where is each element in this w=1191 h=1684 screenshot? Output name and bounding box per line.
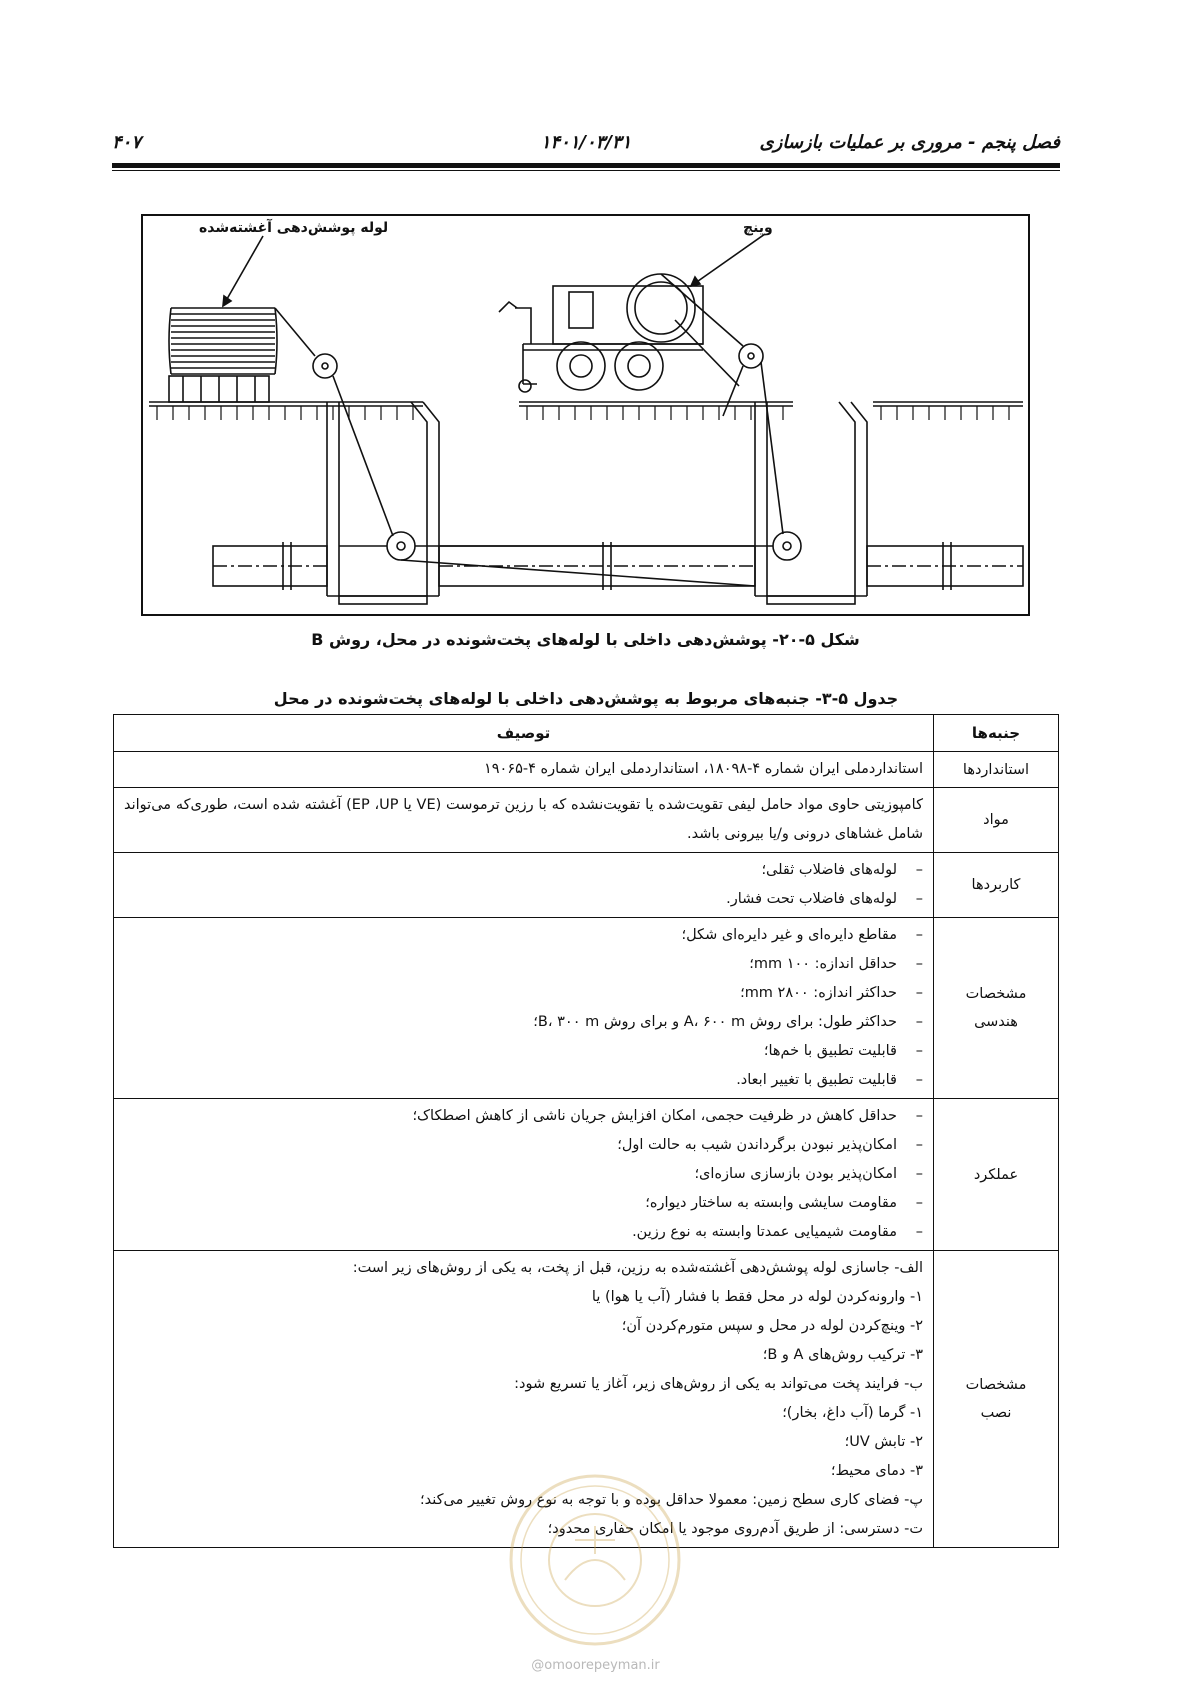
- list-item: – امکان‌پذیر بودن بازسازی سازه‌ای؛: [124, 1160, 923, 1189]
- header-rule-thin: [112, 170, 1060, 171]
- table-row: [114, 918, 1059, 1099]
- label-winch: وینچ: [743, 220, 773, 236]
- list-item-text: مقاومت شیمیایی عمدتا وابسته به نوع رزین.: [632, 1224, 897, 1240]
- table-row: [114, 853, 1059, 918]
- aspect-geometry: [934, 918, 1059, 1099]
- aspect-installation: [934, 1251, 1059, 1548]
- installation-diagram: [143, 216, 1032, 618]
- list-item-text: مقاومت سایشی وابسته به ساختار دیواره؛: [645, 1195, 897, 1211]
- list-item-text: قابلیت تطبیق با خم‌ها؛: [763, 1043, 897, 1059]
- list-item: – حداقل اندازه: ۱۰۰ mm؛: [124, 950, 923, 979]
- list-item-text: حداقل اندازه: ۱۰۰ mm؛: [749, 956, 897, 972]
- installation-line: ۱- گرما (آب داغ، بخار)؛: [782, 1405, 923, 1421]
- installation-line: پ- فضای کاری سطح زمین: معمولا حداقل بوده و با توجه به نوع روش تغییر می‌کند؛: [420, 1492, 923, 1508]
- installation-line: ب- فرایند پخت می‌تواند به یکی از روش‌های زیر، آغاز یا تسریع شود:: [514, 1376, 923, 1392]
- list-item-text: مقاطع دایره‌ای و غیر دایره‌ای شکل؛: [681, 927, 897, 943]
- list-item: – قابلیت تطبیق با خم‌ها؛: [124, 1037, 923, 1066]
- list-item: – حداقل کاهش در ظرفیت حجمی، امکان افزایش جریان ناشی از کاهش اصطکاک؛: [124, 1102, 923, 1131]
- header-date: ۱۴۰۱/۰۳/۳۱: [540, 132, 632, 153]
- list-item: – حداکثر طول: برای روش A، ۶۰۰ m و برای روش B، ۳۰۰ m؛: [124, 1008, 923, 1037]
- list-item: – لوله‌های فاضلاب ثقلی؛: [124, 856, 923, 885]
- aspects-table: [113, 714, 1059, 1548]
- materials-text: [114, 788, 934, 853]
- table-caption: جدول ۵-۳- جنبه‌های مربوط به پوشش‌دهی داخلی با لوله‌های پخت‌شونده در محل: [273, 689, 899, 708]
- list-item: – مقاومت سایشی وابسته به ساختار دیواره؛: [124, 1189, 923, 1218]
- label-impregnated-pipe: لوله پوشش‌دهی آغشته‌شده: [199, 220, 389, 236]
- figure-caption: شکل ۵-۲۰- پوشش‌دهی داخلی با لوله‌های پخت‌شونده در محل، روش B: [311, 630, 860, 649]
- aspect-applications: کاربردها: [934, 853, 1059, 918]
- installation-line: ۲- تابش UV؛: [844, 1434, 923, 1450]
- aspect-performance: عملکرد: [934, 1099, 1059, 1251]
- list-item: – مقاطع دایره‌ای و غیر دایره‌ای شکل؛: [124, 921, 923, 950]
- page-header: [112, 128, 1060, 158]
- standards-line: استانداردملی ایران شماره ۴-۱۸۰۹۸، استانداردملی ایران شماره ۴-۱۹۰۶۵: [483, 761, 923, 777]
- geometry-list: [114, 918, 934, 1099]
- installation-line: الف- جاسازی لوله پوشش‌دهی آغشته‌شده به رزین، قبل از پخت، به یکی از روش‌های زیر است:: [352, 1260, 923, 1276]
- performance-list: [114, 1099, 934, 1251]
- list-item-text: لوله‌های فاضلاب ثقلی؛: [761, 862, 897, 878]
- watermark-seal-icon: [505, 1470, 685, 1650]
- list-item-text: امکان‌پذیر بودن بازسازی سازه‌ای؛: [694, 1166, 897, 1182]
- aspect-geometry-line2: هندسی: [974, 1014, 1018, 1030]
- table-row: [114, 1099, 1059, 1251]
- aspect-materials: مواد: [934, 788, 1059, 853]
- installation-line: ت- دسترسی: از طریق آدم‌روی موجود یا امکان حفاری محدود؛: [547, 1521, 923, 1537]
- list-item: – امکان‌پذیر نبودن برگرداندن شیب به حالت اول؛: [124, 1131, 923, 1160]
- aspect-installation-line2: نصب: [980, 1405, 1012, 1421]
- list-item-text: قابلیت تطبیق با تغییر ابعاد.: [736, 1072, 897, 1088]
- list-item: – لوله‌های فاضلاب تحت فشار.: [124, 885, 923, 914]
- list-item-text: حداقل کاهش در ظرفیت حجمی، امکان افزایش جریان ناشی از کاهش اصطکاک؛: [412, 1108, 897, 1124]
- watermark-text: @omoorepeyman.ir: [531, 1658, 660, 1673]
- table-header-row: [114, 715, 1059, 752]
- aspect-installation-line1: مشخصات: [965, 1377, 1027, 1393]
- list-item: – حداکثر اندازه: ۲۸۰۰ mm؛: [124, 979, 923, 1008]
- table-row: [114, 788, 1059, 853]
- header-rule-thick: [112, 163, 1060, 168]
- table-row: [114, 752, 1059, 788]
- standards-text: [114, 752, 934, 788]
- list-item-text: لوله‌های فاضلاب تحت فشار.: [726, 891, 897, 907]
- applications-list: [114, 853, 934, 918]
- installation-line: ۲- وینچ‌کردن لوله در محل و سپس متورم‌کردن آن؛: [621, 1318, 923, 1334]
- materials-paragraph: کامپوزیتی حاوی مواد حامل لیفی تقویت‌شده یا تقویت‌نشده که با رزین ترموست (VE یا EP ،UP) آغشته شده است، طوری‌که می‌تواند شامل غشاهای درونی و/یا بیرونی باشد.: [124, 797, 924, 842]
- list-item: – مقاومت شیمیایی عمدتا وابسته به نوع رزین.: [124, 1218, 923, 1247]
- list-item-text: امکان‌پذیر نبودن برگرداندن شیب به حالت اول؛: [617, 1137, 897, 1153]
- page-number: ۴۰۷: [112, 132, 142, 153]
- figure-frame: [141, 214, 1030, 616]
- installation-line: ۳- ترکیب روش‌های A و B؛: [762, 1347, 923, 1363]
- aspect-geometry-line1: مشخصات: [965, 986, 1027, 1002]
- header-aspects: جنبه‌ها: [934, 715, 1059, 752]
- header-description: توصیف: [114, 715, 934, 752]
- installation-line: ۳- دمای محیط؛: [830, 1463, 923, 1479]
- list-item-text: حداکثر طول: برای روش A، ۶۰۰ m و برای روش B، ۳۰۰ m؛: [533, 1014, 897, 1030]
- aspect-standards: استانداردها: [934, 752, 1059, 788]
- list-item: – قابلیت تطبیق با تغییر ابعاد.: [124, 1066, 923, 1095]
- list-item-text: حداکثر اندازه: ۲۸۰۰ mm؛: [740, 985, 897, 1001]
- chapter-title: فصل پنجم - مروری بر عملیات بازسازی: [759, 132, 1060, 153]
- installation-line: ۱- وارونه‌کردن لوله در محل فقط با فشار (آب یا هوا) یا: [591, 1289, 923, 1305]
